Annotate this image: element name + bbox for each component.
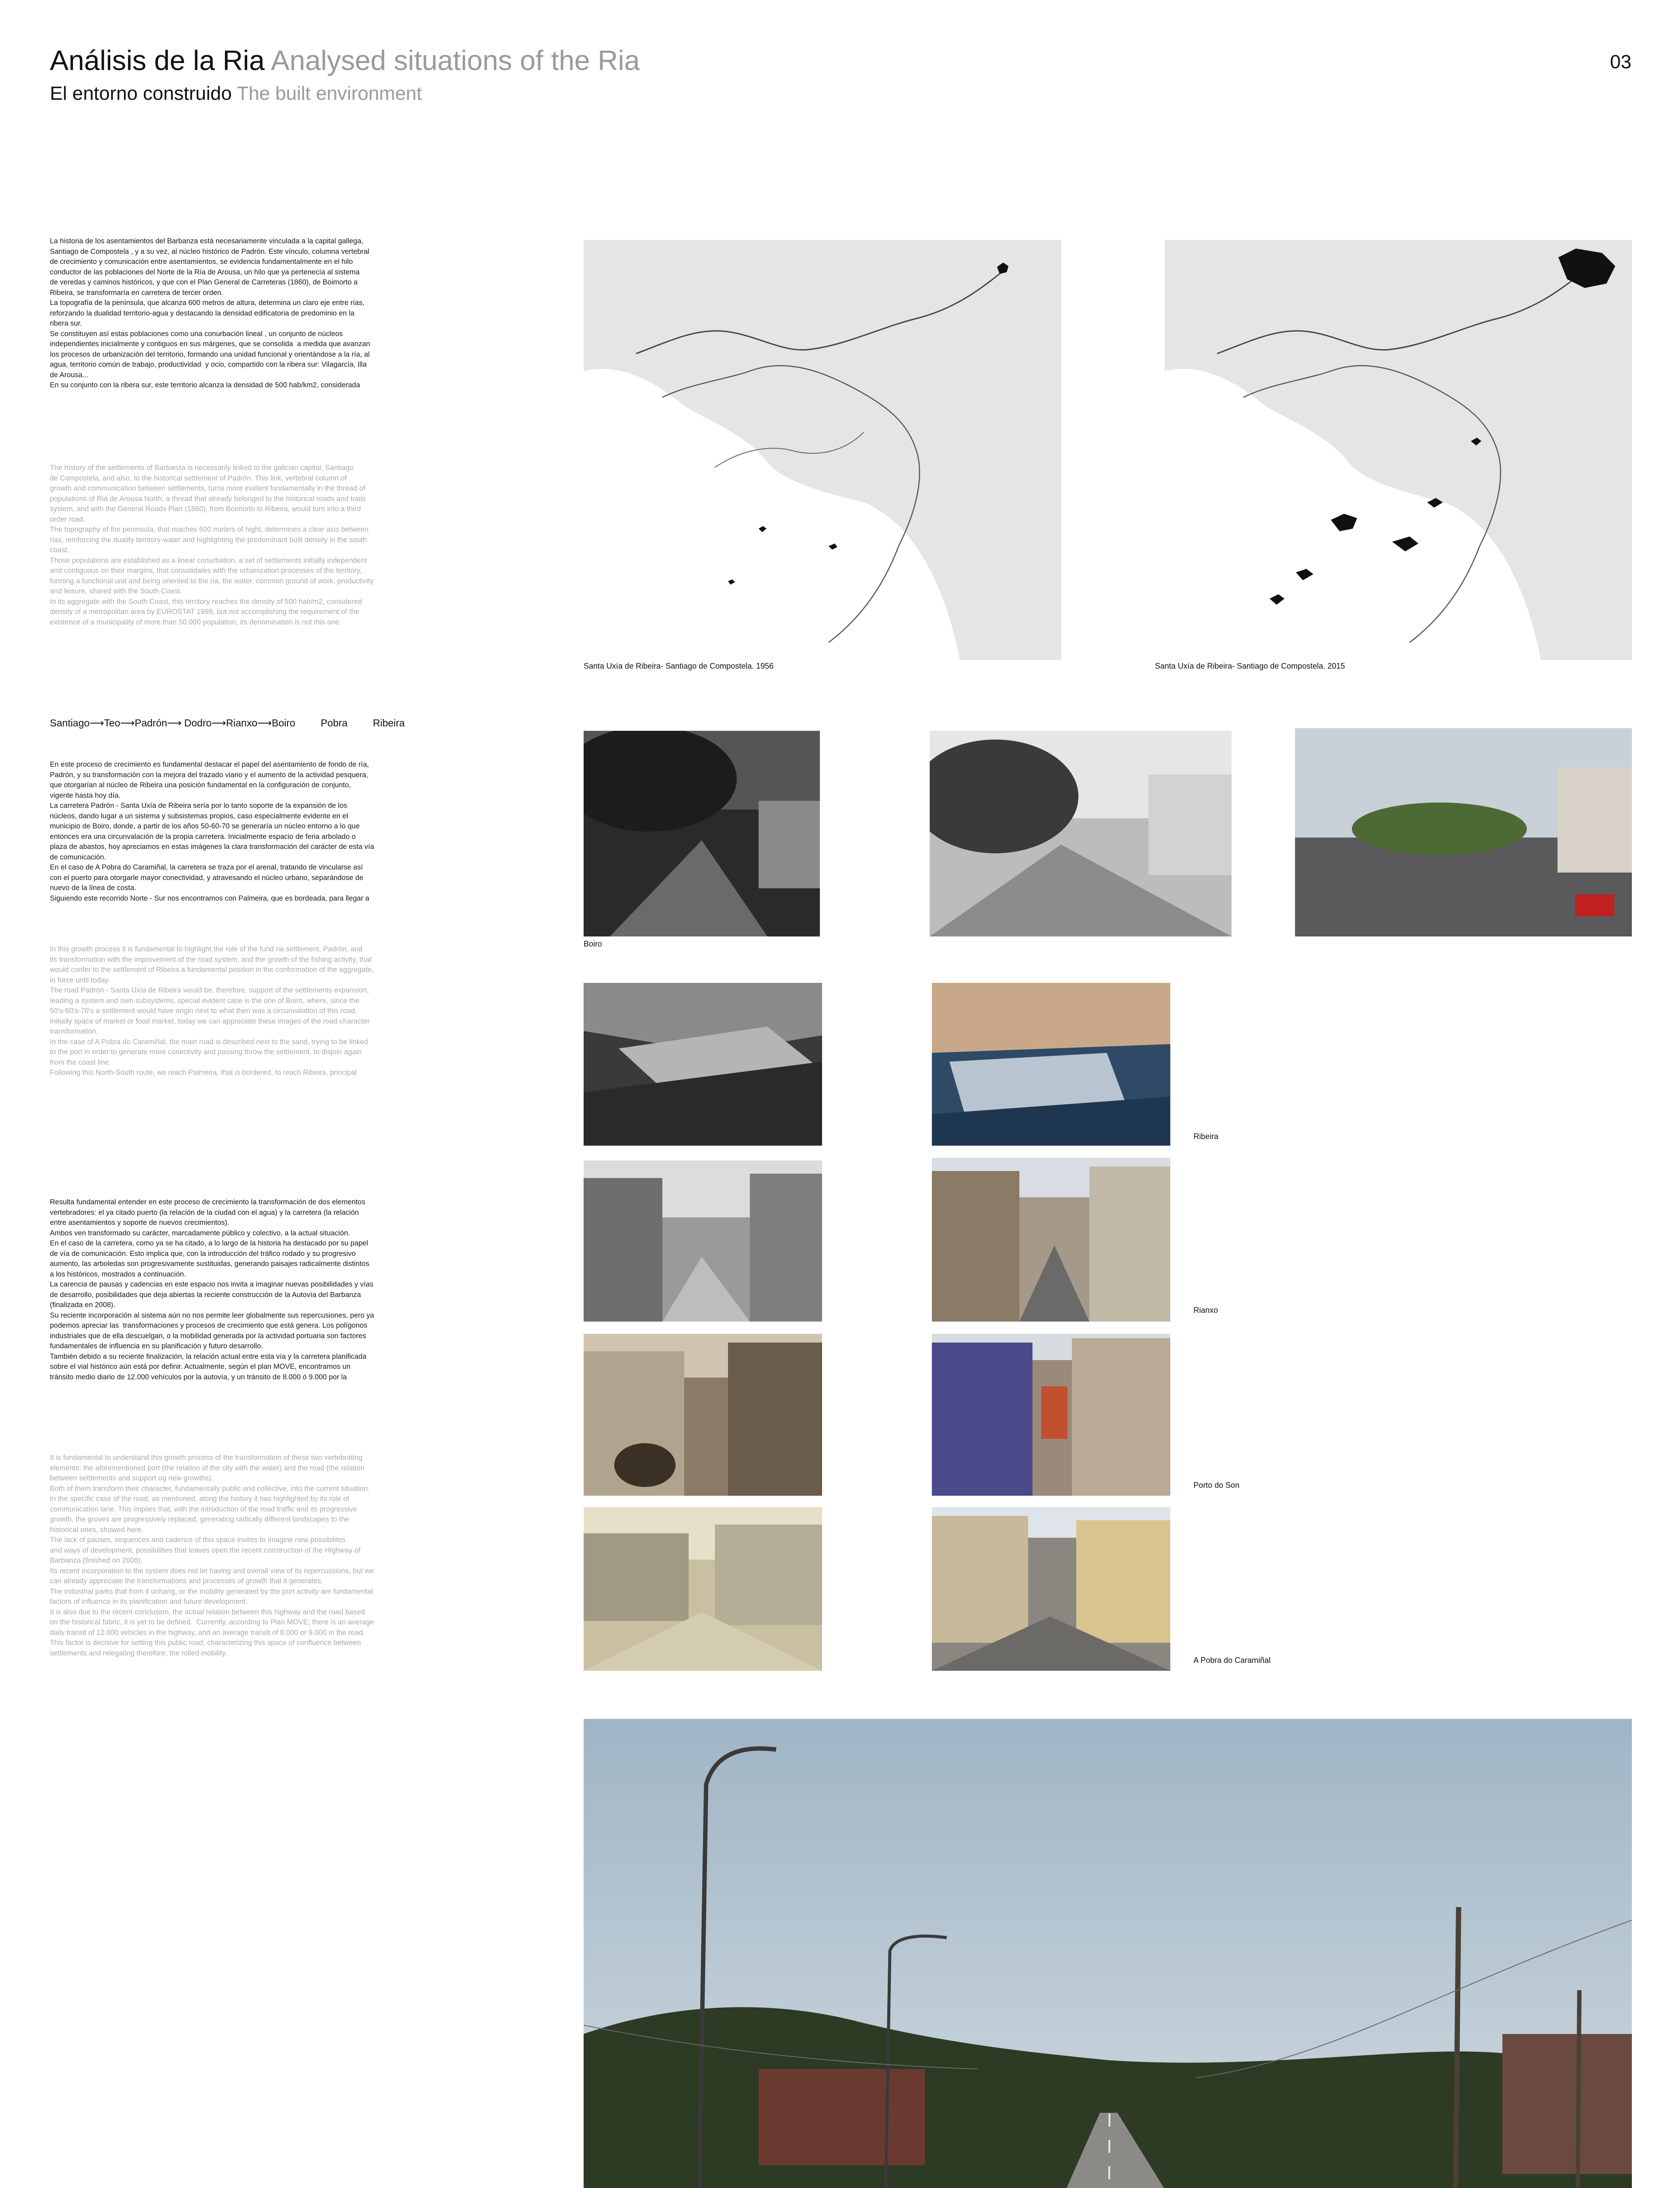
- route-stop-santiago: Santiago: [50, 717, 90, 729]
- map-1956-caption: Santa Uxía de Ribeira- Santiago de Compostela. 1956: [584, 662, 774, 670]
- rianxo-historic-photo: [584, 1161, 822, 1322]
- page-subtitle: [50, 81, 422, 106]
- route-arrow: ⟶: [89, 717, 104, 729]
- caption-rianxo: Rianxo: [1194, 1306, 1218, 1315]
- subtitle-spanish: El entorno construido: [50, 83, 232, 104]
- title-english: Analysed situations of the Ria: [271, 45, 640, 76]
- a-pobra-historic-photo: [584, 1507, 822, 1671]
- text-block-3-spanish: Resulta fundamental entender en este proceso de crecimiento la transformación de dos elementos vertebradores: el ya citado puerto (la relación de la ciudad con el agua) y la carretera (la relación entre asentamientos y soporte de nuevos crecimientos). Ambos ven transformado su carácter, marcadamente público y colectivo, a la actual situación. En el caso de la carretera, como ya se ha citado, a lo largo de la historia ha destacado por su papel de vía de comunicación. Esto implica que, con la introducción del tráfico rodado y su progresivo aumento, las arboledas son progresivamente sustituidas, generando paisajes radicalmente distintos a los históricos, mostrados a continuación. La carencia de pausas y cadencias en este espacio nos invita a imaginar nuevas posibilidades y vías de desarrollo, posibilidades que deja abiertas la reciente construcción de la Autovía del Barbanza (finalizada en 2008). Su reciente incorporación al sistema aún no nos permite leer globalmente sus repercusiones, pero ya podemos apreciar las transformaciones y procesos de crecimiento que está genera. Los polígonos industriales que de ella descuelgan, o la mobilidad generada por la actividad portuaria son factores fundamentales de influencia en su planificación y futuro desarrollo. También debido a su reciente finalización, la relación actual entre esta vía y la carretera planificada sobre el vial histórico aún está por definir. Actualmente, según el plan MOVE, encontramos un tránsito medio diario de 12.000 vehículos por la autovía, y un tránsito de 8.000 ó 9.000 por la: [50, 1198, 374, 1381]
- rianxo-current-photo: [932, 1158, 1170, 1322]
- boiro-mid-century-photo: [930, 731, 1232, 936]
- route-arrow: ⟶: [257, 717, 272, 729]
- route-sequence: [50, 716, 405, 730]
- route-arrow: ⟶: [211, 717, 226, 729]
- road-landscape-photo: [584, 1719, 1632, 2188]
- route-stop-pobra: Pobra: [320, 717, 348, 729]
- map-1956: [584, 240, 1061, 660]
- route-stop-dodro: Dodro: [184, 717, 212, 729]
- route-stop-ribeira: Ribeira: [373, 717, 405, 729]
- page-title: [50, 43, 640, 78]
- caption-a-pobra: A Pobra do Caramiñal: [1194, 1656, 1271, 1665]
- route-stop-rianxo: Rianxo: [226, 717, 258, 729]
- caption-boiro: Boiro: [584, 940, 602, 948]
- page-number: 03: [1610, 51, 1631, 73]
- map-2015-caption: Santa Uxía de Ribeira- Santiago de Compostela. 2015: [1155, 662, 1345, 670]
- title-spanish: Análisis de la Ria: [50, 45, 265, 76]
- subtitle-english: The built environment: [237, 83, 422, 104]
- text-block-1-spanish: La historia de los asentamientos del Barbanza está necesariamente vinculada a la capital gallega, Santiago de Compostela , y a su vez, al núcleo histórico de Padrón. Este vínculo, columna vertebral de crecimiento y comunicación entre asentamientos, se evidencia fundamentalmente en el hilo conductor de las poblaciones del Norte de la Ría de Arousa, un hilo que ya pertenecía al sistema de veredas y caminos históricos, y que con el Plan General de Carreteras (1860), de Boimorto a Ribeira, se transformaría en carretera de tercer orden. La topografía de la península, que alcanza 600 metros de altura, determina un claro eje entre rías, reforzando la dualidad territorio-agua y destacando la densidad edificatoria de predominio en la ribera sur. Se constituyen así estas poblaciones como una conurbación lineal , un conjunto de núcleos independientes inicialmente y contiguos en sus márgenes, que se consolida a medida que avanzan los procesos de urbanización del territorio, formando una unidad funcional y orientándose a la ría, al agua, territorio común de trabajo, productividad y ocio, compartido con la ribera sur: Vilagarcía, Illa de Arousa... En su conjunto con la ribera sur, este territorio alcanza la densidad de 500 hab/km2, considerada: [50, 237, 370, 389]
- text-block-2-spanish: En este proceso de crecimiento es fundamental destacar el papel del asentamiento de fondo de ría, Padrón, y su transformación con la mejora del trazado viario y el aumento de la actividad pesquera, que otorgarían al núcleo de Ribeira una posición fundamental en la configuración de conjunto, vigente hasta hoy día. La carretera Padrón - Santa Uxía de Ribeira sería por lo tanto soporte de la expansión de los núcleos, dando lugar a un sistema y subsistemas propios, caso especialmente evidente en el municipio de Boiro, donde, a partir de los años 50-60-70 se generaría un núcleo entorno a lo que entonces era una circunvalación de la propia carretera. Inicialmente espacio de feria arbolado o plaza de abastos, hoy apreciamos en estas imágenes la clara transformación del carácter de esta vía de comunicación. En el caso de A Pobra do Caramiñal, la carretera se traza por el arenal, tratando de vincularse así con el puerto para otorgarle mayor conectividad, y atravesando el núcleo urbano, separándose de nuevo de la línea de costa. Siguiendo este recorrido Norte - Sur nos encontramos con Palmeira, que es bordeada, para llegar a: [50, 761, 374, 902]
- route-arrow: ⟶: [167, 717, 182, 729]
- ribeira-aerial-historic-photo: [584, 983, 822, 1146]
- route-stop-padron: Padrón: [134, 717, 168, 729]
- boiro-current-photo: [1295, 728, 1632, 936]
- route-stop-teo: Teo: [104, 717, 120, 729]
- a-pobra-current-photo: [932, 1507, 1170, 1671]
- route-stop-boiro: Boiro: [272, 717, 295, 729]
- text-block-1-english: The history of the settlements of Barbanza is necessarily linked to the galician capital, Santiago de Compostela, and also, to the historical settlement of Padrón. This link, vertebral column of growth and communication between settlements, turns more evident fundamentally in the thread of populations of Ria de Arousa North, a thread that already belonged to the historical roads and trails system, and with the General Roads Plan (1860), from Boimorto to Ribeira, would turn into a third order road. The topography of the peninsula, that reaches 600 meters of hight, determines a clear axis between rias, reinforcing the duality territory-water and highlighting the predominant built density in the south coast. Those populations are established as a linear conurbation, a set of settlements initially independent and contiguous on their margins, that consolidates with the urbanization processes of the territory, forming a functional unit and being oriented to the ria, the water, common ground of work, productivity and leisure, shared with the South Coast. In its aggregate with the South Coast, this territory reaches the density of 500 hab/m2, considered density of a metropolitan area by EUROSTAT 1999, but not accomplishing the requirement of the existence of a municipality of more than 50.000 population, its denomination is not this one.: [50, 464, 374, 626]
- text-block-2-english: In this growth process it is fundamental to highlight the role of the fund ria settlement, Padrón, and its transformation with the improvement of the road system, and the growth of the fishing activity, that would confer to the settlement of Ribeira a fundamental position in the conformation of the aggregate, in force until today. The road Padrón - Santa Uxía de Ribeira would be, therefore, support of the settlements expansion, leading a system and own subsystems, special evident case is the one of Boiro, where, since the 50's-60's-70's a settlement would have origin next to what then was a circunvalation of this road. Initially space of market or food market, today we can appreciate these images of the road character transformation. In the case of A Pobra do Caramiñal, the main road is described next to the sand, trying to be linked to the port in order to generate more conectivity and passing throw the settlement, to disjoin again from the coast line. Following this North-South route, we reach Palmeira, that is bordered, to reach Ribeira, principal: [50, 945, 374, 1076]
- text-block-3-english: It is fundamental to understand this growth process of the transformation of these two vertebrating elements: the aforementioned port (the relation of the city with the water) and the road (the relation between settlements and support og new growths). Both of them transform their character, fundamentally public and collective, into the current situation. In the specific case of the road, as mentioned, along the history it has highlighted by its role of communication lane. This implies that, with the introduction of the road traffic and its progressive growth, the groves are progressively replaced, generating radically different landscapes to the historical ones, showed here. The lack of pauses, sequences and cadence of this space invites to imagine new possibilites and ways of development, possibilities that leaves open the recent construction of the Highway of Barbanza (finished on 2008). Its recent incorporation to the system does not let having and overall view of its repercussions, but we can already appreciate the transformations and processes of growth that it generates. The industrial parks that from it unhang, or the mobility generated by the port activity are fundamental factors of influence in its planification and future development. It is also due to the recent conclusion, the actual relation between this highway and the road based on the historical fabric, it is yet to be defined. Currently, according to Plan MOVE, there is an average daily transit of 12.000 vehicles in the highway, and an average transit of 8.000 or 9.000 in the road. This factor is decisive for setting this public road, characterizing this space of confluence between settlements and relegating therefore, the rolled mobility.: [50, 1454, 374, 1657]
- route-arrow: ⟶: [120, 717, 135, 729]
- porto-do-son-current-photo: [932, 1334, 1170, 1496]
- ribeira-aerial-current-photo: [932, 983, 1170, 1146]
- map-2015: [1165, 240, 1632, 660]
- caption-ribeira: Ribeira: [1194, 1132, 1219, 1141]
- porto-do-son-historic-photo: [584, 1334, 822, 1496]
- caption-porto-do-son: Porto do Son: [1194, 1481, 1240, 1490]
- boiro-historic-photo: [584, 731, 820, 936]
